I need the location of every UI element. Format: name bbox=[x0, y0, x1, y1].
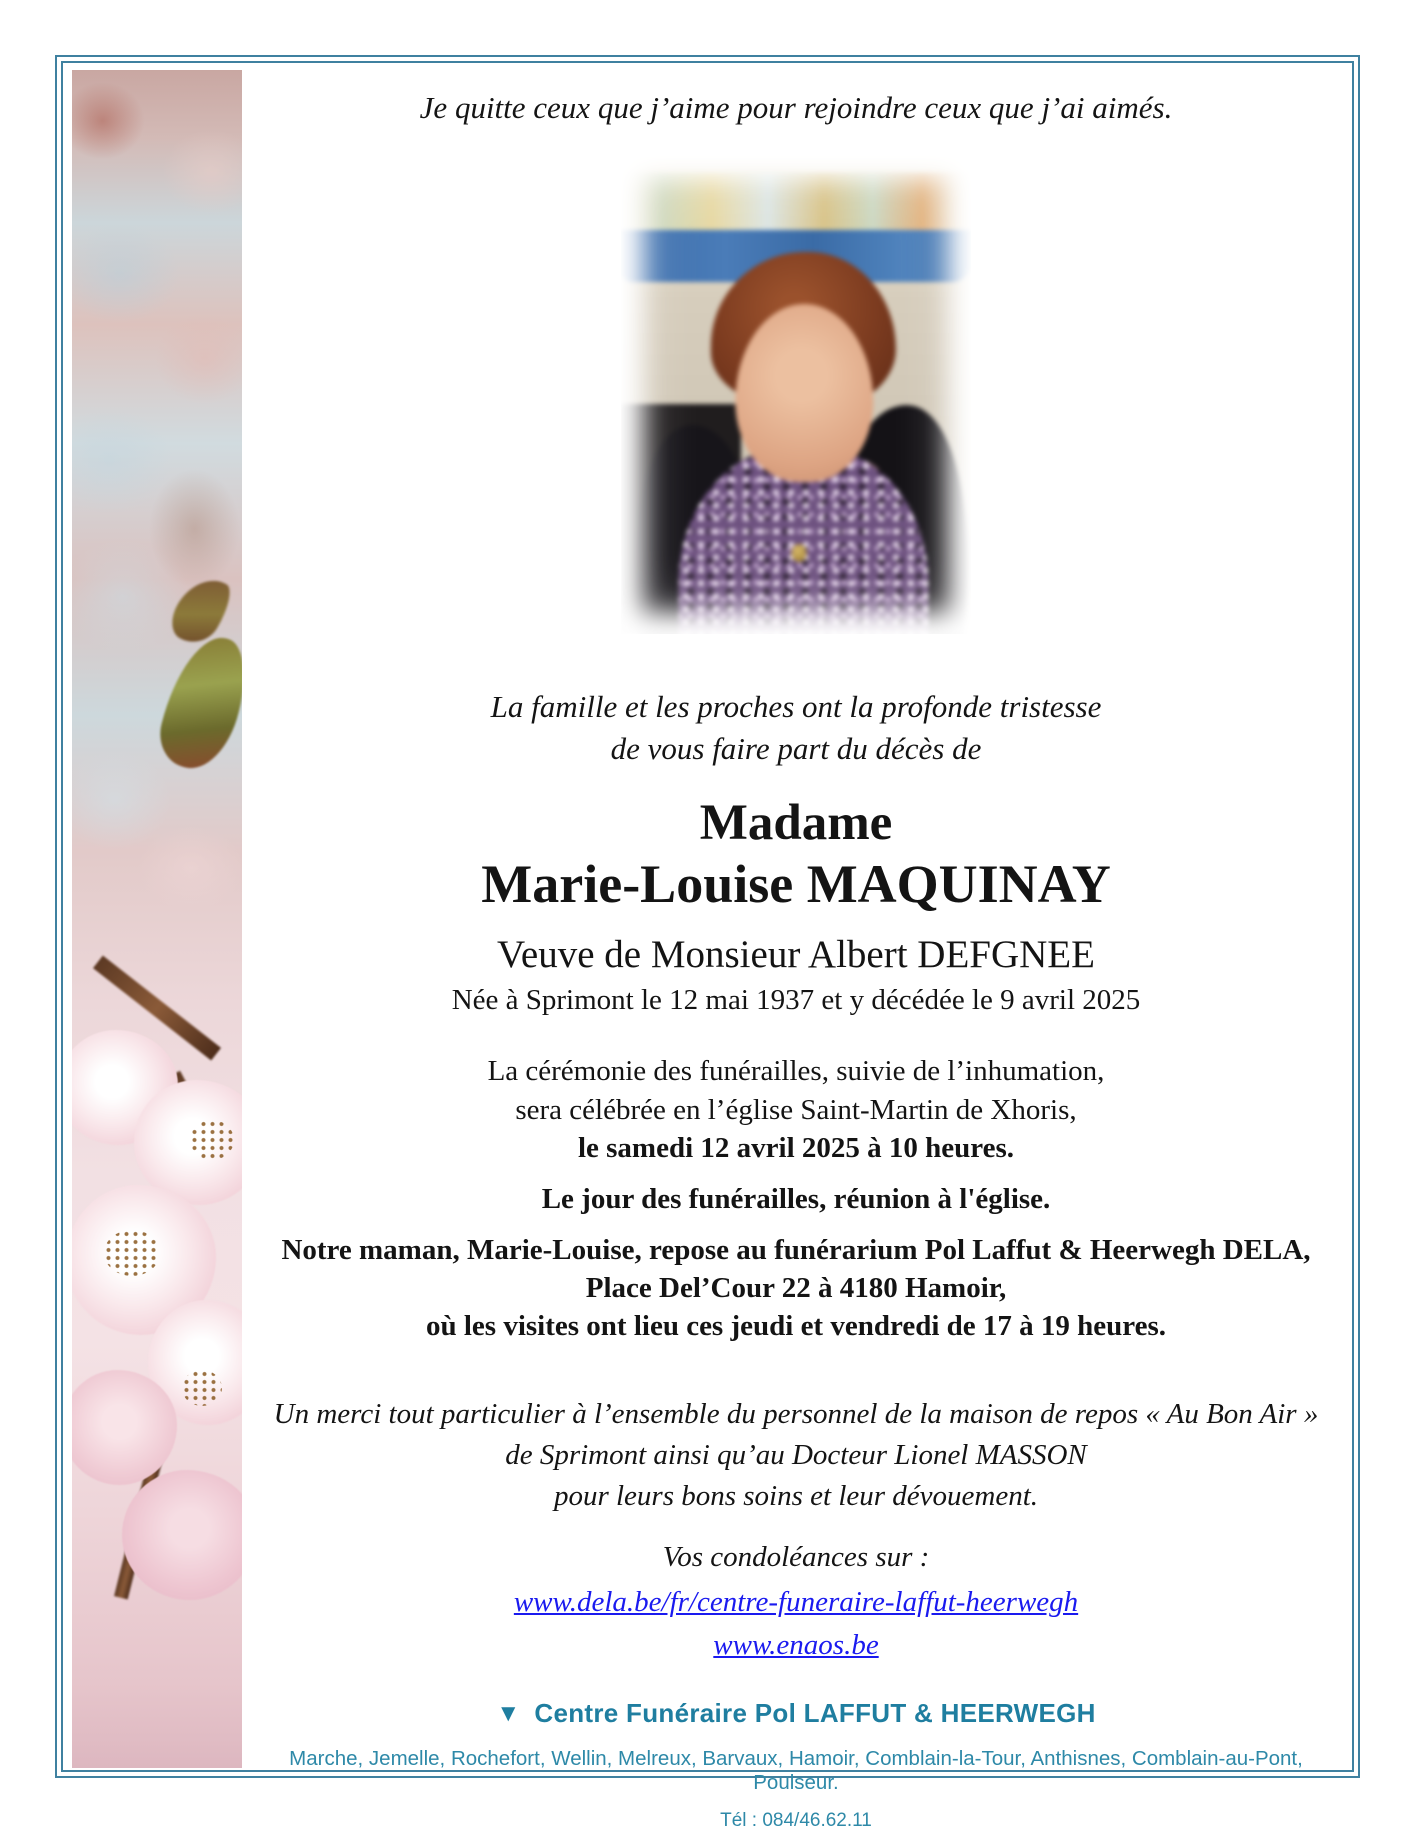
page-border-inner bbox=[61, 61, 1354, 1832]
deceased-title: Madame bbox=[699, 794, 893, 851]
funeral-home-phone: Tél : 084/46.62.11 bbox=[720, 1810, 872, 1832]
funeral-home-name: Centre Funéraire Pol LAFFUT & HEERWEGH bbox=[534, 1698, 1096, 1729]
intro-line-1: La famille et les proches ont la profonde tristesse bbox=[490, 689, 1102, 725]
thanks-line-3: pour leurs bons soins et leur dévouement. bbox=[553, 1479, 1039, 1512]
cherry-blossom-strip bbox=[72, 70, 242, 1768]
repose-line-3: où les visites ont lieu ces jeudi et vendredi de 17 à 19 heures. bbox=[425, 1310, 1167, 1343]
deceased-name: Marie-Louise MAQUINAY bbox=[481, 853, 1111, 914]
epitaph-quote: Je quitte ceux que j’aime pour rejoindre ceux que j’ai aimés. bbox=[419, 90, 1173, 125]
condolence-link-enaos[interactable]: www.enaos.be bbox=[713, 1628, 879, 1661]
funeral-home-footer bbox=[248, 1698, 1344, 1832]
ceremony-date-line: le samedi 12 avril 2025 à 10 heures. bbox=[577, 1131, 1015, 1164]
portrait-pendant bbox=[792, 544, 807, 562]
portrait-photo bbox=[621, 156, 971, 634]
condolences-label: Vos condoléances sur : bbox=[662, 1541, 930, 1574]
meeting-line: Le jour des funérailles, réunion à l'église. bbox=[541, 1183, 1051, 1216]
portrait-wall-painting bbox=[621, 172, 971, 230]
condolence-link-dela[interactable]: www.dela.be/fr/centre-funeraire-laffut-heerwegh bbox=[513, 1585, 1079, 1618]
ceremony-line-2: sera célébrée en l’église Saint-Martin de Xhoris, bbox=[515, 1093, 1077, 1126]
blossom-stamens-decoration bbox=[182, 1370, 222, 1406]
page-border bbox=[55, 55, 1360, 1832]
portrait-background bbox=[621, 156, 971, 634]
thanks-line-2: de Sprimont ainsi qu’au Docteur Lionel MASSON bbox=[505, 1438, 1087, 1471]
dela-triangle-icon: ▼ bbox=[496, 1700, 521, 1728]
thanks-line-1: Un merci tout particulier à l’ensemble du personnel de la maison de repos « Au Bon Air » bbox=[273, 1397, 1319, 1430]
life-dates-line: Née à Sprimont le 12 mai 1937 et y décédée le 9 avril 2025 bbox=[451, 984, 1141, 1017]
repose-line-1: Notre maman, Marie-Louise, repose au funérarium Pol Laffut & Heerwegh DELA, bbox=[281, 1233, 1311, 1266]
repose-line-2: Place Del’Cour 22 à 4180 Hamoir, bbox=[585, 1272, 1007, 1304]
widow-line: Veuve de Monsieur Albert DEFGNEE bbox=[497, 932, 1095, 976]
repose-paragraph bbox=[248, 1231, 1344, 1346]
thanks-paragraph bbox=[248, 1394, 1344, 1518]
intro-line-2: de vous faire part du décès de bbox=[610, 731, 982, 767]
intro-paragraph bbox=[248, 686, 1344, 770]
ceremony-paragraph bbox=[248, 1052, 1344, 1167]
blossom-flower-decoration bbox=[72, 1370, 177, 1485]
condolences-links bbox=[248, 1577, 1344, 1663]
blossom-bud-decoration bbox=[153, 628, 242, 776]
announcement-content bbox=[248, 63, 1344, 1832]
ceremony-line-1: La cérémonie des funérailles, suivie de l’inhumation, bbox=[487, 1055, 1105, 1088]
funeral-home-title bbox=[248, 1698, 1344, 1729]
blossom-stamens-decoration bbox=[104, 1230, 160, 1276]
blossom-stamens-decoration bbox=[190, 1120, 234, 1160]
funeral-home-locations: Marche, Jemelle, Rochefort, Wellin, Melreux, Barvaux, Hamoir, Comblain-la-Tour, Anthisnes, Comblain-au-Pont, Poulseur. bbox=[289, 1747, 1303, 1795]
blossom-flower-decoration bbox=[122, 1470, 242, 1600]
